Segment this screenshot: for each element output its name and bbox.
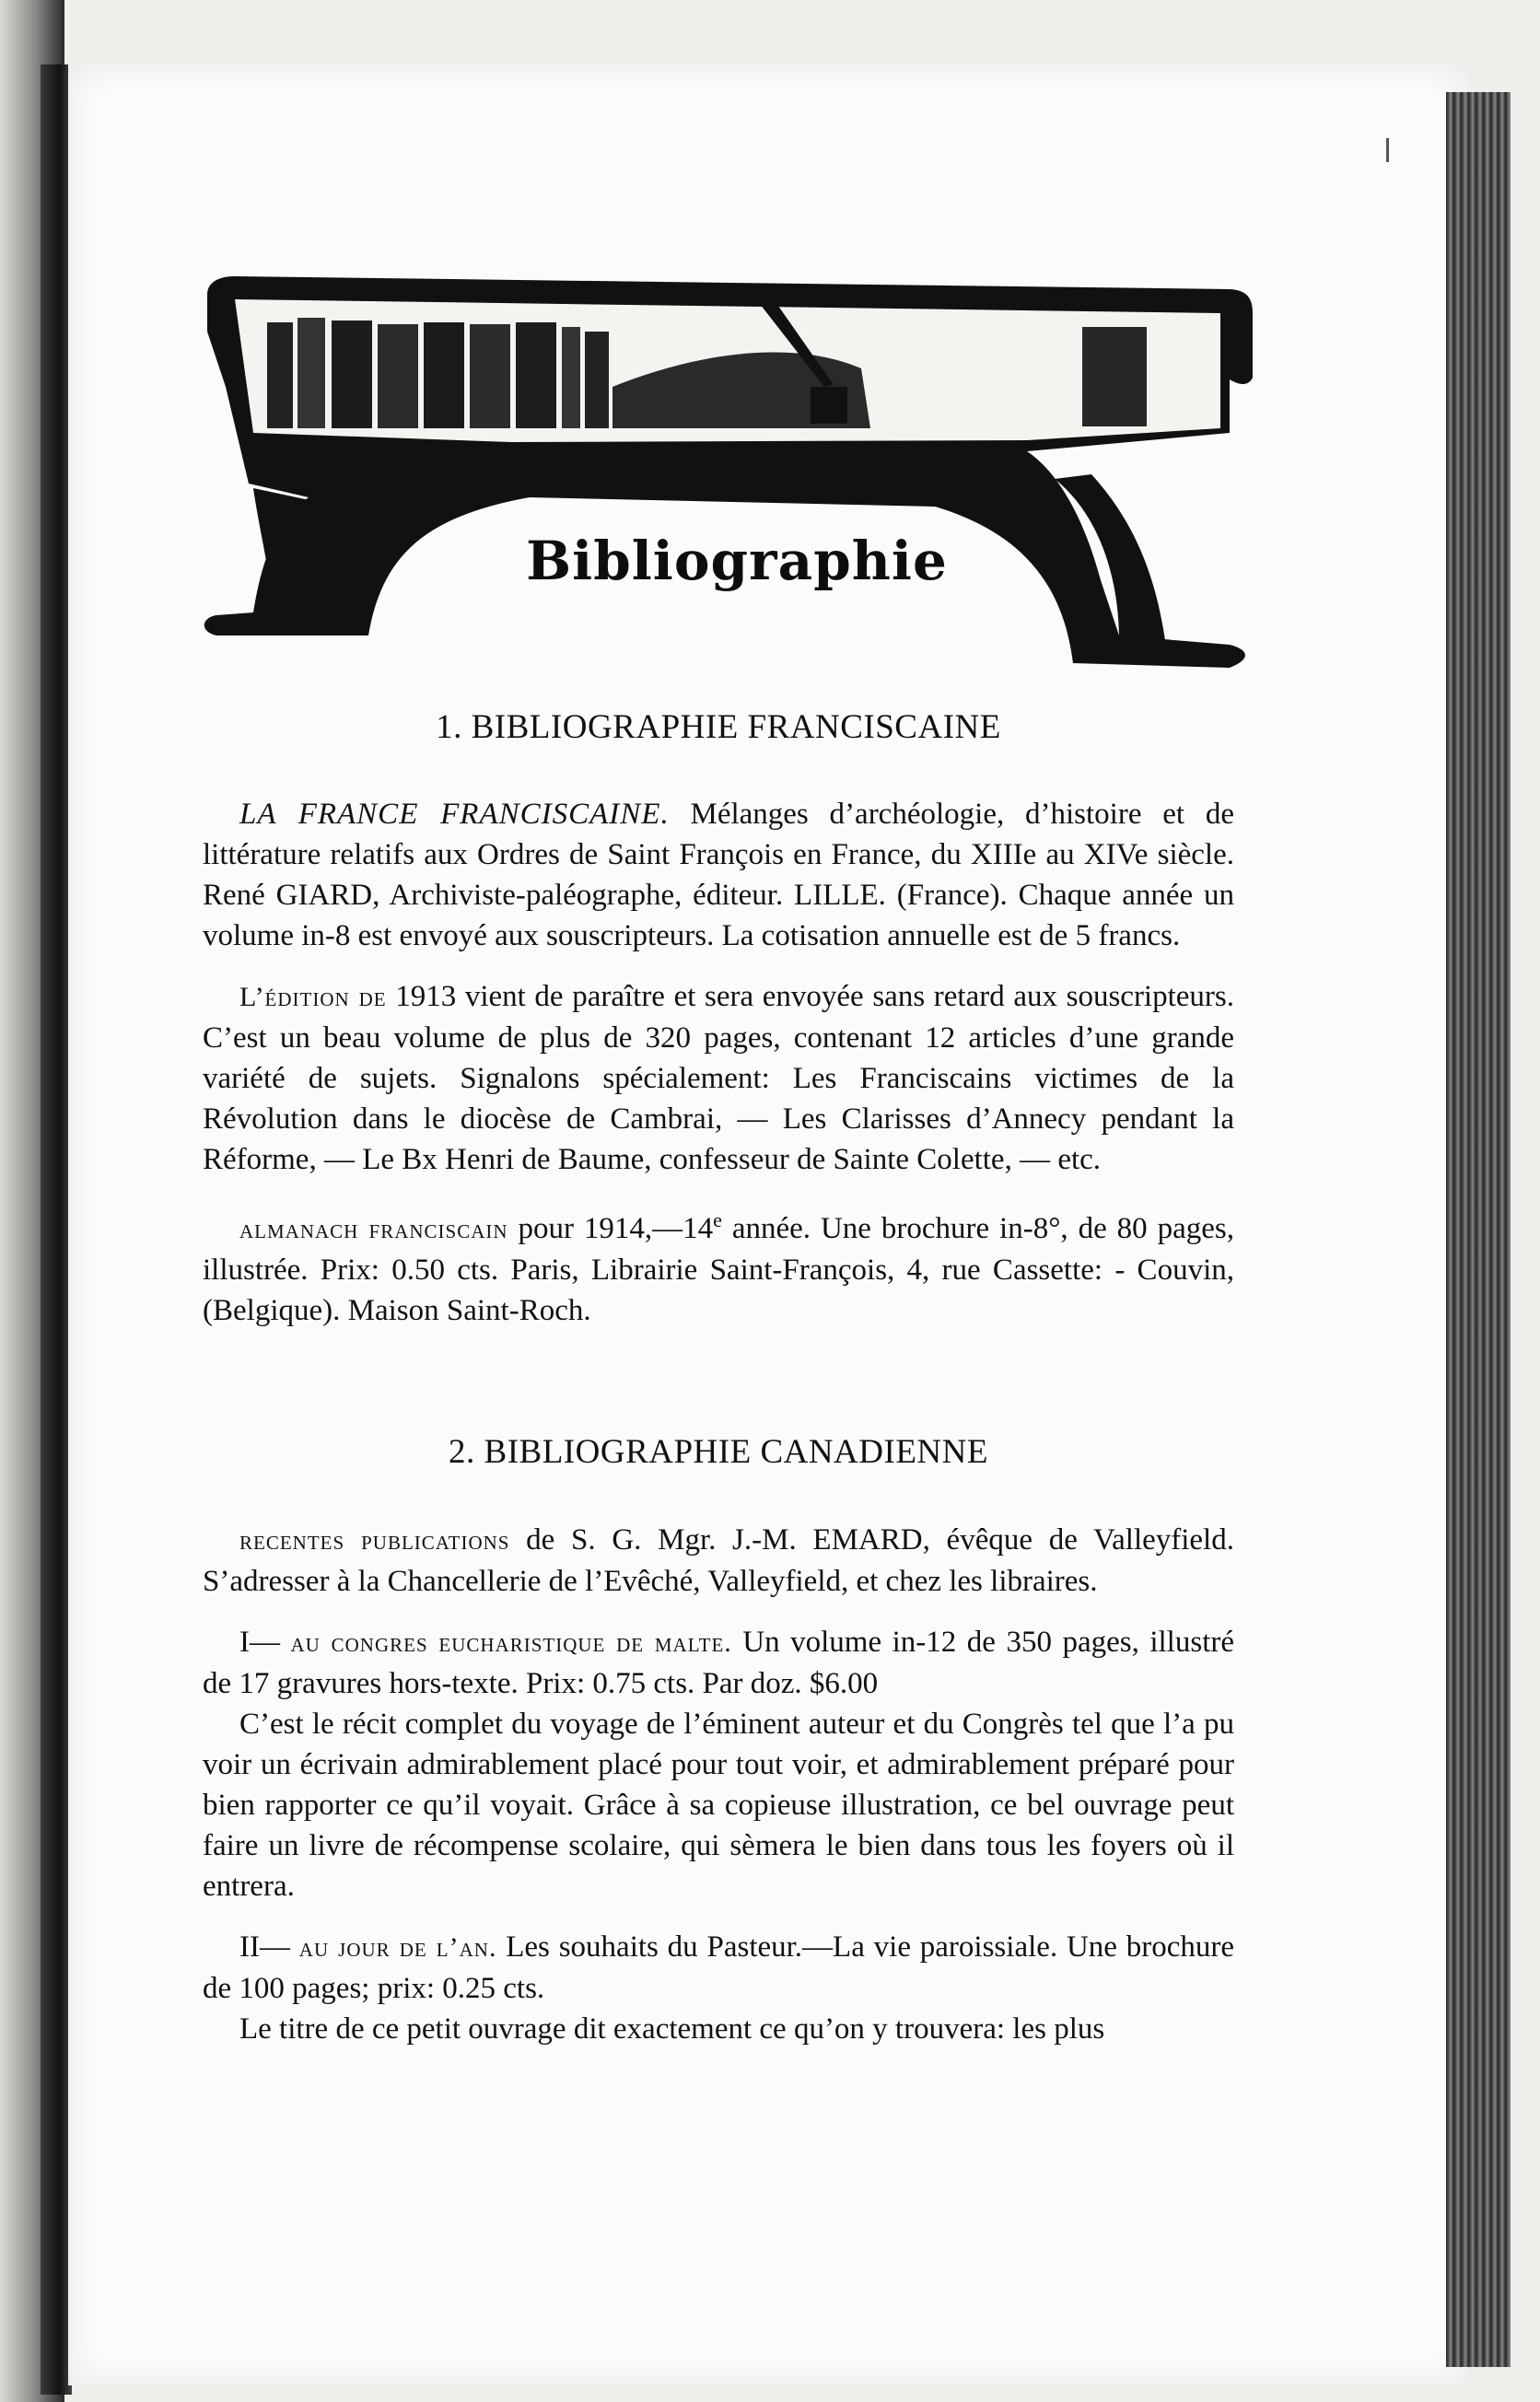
paragraph	[203, 1622, 1234, 1704]
book-spine	[267, 322, 293, 428]
inkwell-icon	[811, 387, 847, 424]
book-spine	[470, 324, 510, 428]
header-ornament	[198, 276, 1276, 672]
hourglass-icon	[1082, 327, 1147, 426]
paragraph-text: C’est le récit complet du voyage de l’éminent auteur et du Congrès tel que l’a pu voir un écrivain admirablement placé pour tout voir, et admirablement préparé pour bien rapporter ce qu’il voyait. Grâce à sa copieuse illustration, ce bel ouvrage peut faire un livre de récompense scolaire, qui sèmera le bien dans tous les foyers où il entrera.	[203, 1708, 1234, 1903]
paragraph-text: Le titre de ce petit ouvrage dit exactement ce qu’on y trouvera: les plus	[239, 2012, 1105, 2046]
paragraph-lead: recentes publications	[239, 1525, 510, 1556]
bookshelf-ornament-graphic	[198, 276, 1276, 672]
section-canadienne-body	[203, 1520, 1234, 2049]
publication-title: LA FRANCE FRANCISCAINE.	[239, 798, 670, 831]
book-spine	[298, 318, 325, 428]
paragraph-lead: au jour de l’an.	[298, 1932, 497, 1963]
paragraph	[203, 1520, 1234, 1602]
book-spine-shadow	[41, 64, 72, 2395]
book-spine	[332, 321, 372, 428]
book-spine	[378, 324, 418, 428]
paragraph-text: Un volume in-12 de 350 pages, illustré de 17 gravures hors-texte. Prix: 0.75 cts. Par doz. $6.00	[203, 1626, 1234, 1700]
paragraph-lead: L’édition de	[239, 982, 387, 1012]
paragraph	[203, 1200, 1234, 1331]
paragraph-text: 1913 vient de paraître et sera envoyée sans retard aux souscripteurs. C’est un beau volume de plus de 320 pages, contenant 12 articles d’une grande variété de sujets. Signalons spécialement: Les Franciscains victimes de la Révolution dans le diocèse de Cambrai, — Les Clarisses d’Annecy pendant la Réforme, — Le Bx Henri de Baume, confesseur de Sainte Colette, — etc.	[203, 980, 1234, 1176]
book-spine	[585, 332, 609, 428]
book-spine	[516, 322, 556, 428]
paragraph	[203, 1927, 1234, 2009]
corner-mark	[1386, 138, 1389, 162]
paragraph-text: Mélanges d’archéologie, d’histoire et de littérature relatifs aux Ordres de Saint François en France, du XIIIe au XIVe siècle. René GIARD, Archiviste-paléographe, éditeur. LILLE. (France). Chaque année un volume in-8 est envoyé aux souscripteurs. La cotisation annuelle est de 5 francs.	[203, 798, 1234, 952]
paragraph-text: année. Une brochure in-8°, de 80 pages, illustrée. Prix: 0.50 cts. Paris, Librairie Saint-François, 4, rue Cassette: - Couvin, (Belgique). Maison Saint-Roch.	[203, 1212, 1234, 1327]
paragraph	[203, 976, 1234, 1180]
ornament-title: Bibliographie	[526, 530, 948, 592]
paragraph-text: de S. G. Mgr. J.-M. EMARD, évêque de Valleyfield. S’adresser à la Chancellerie de l’Evêché, Valleyfield, et chez les libraires.	[203, 1523, 1234, 1598]
paragraph	[203, 794, 1234, 956]
book-spine	[424, 322, 464, 428]
paragraph	[203, 1704, 1234, 1906]
item-number: II—	[239, 1930, 290, 1964]
section-title: 2. BIBLIOGRAPHIE CANADIENNE	[449, 1433, 988, 1471]
section-title: 1. BIBLIOGRAPHIE FRANCISCAINE	[436, 708, 1001, 746]
paragraph-lead: almanach franciscain	[239, 1214, 508, 1244]
page-stack-edges	[1446, 92, 1511, 2367]
item-number: I—	[239, 1626, 280, 1659]
paragraph	[203, 2009, 1234, 2049]
paragraph-text: pour 1914,—14	[508, 1212, 714, 1245]
book-spine	[562, 327, 580, 428]
superscript: e	[713, 1208, 722, 1231]
paragraph-text: Les souhaits du Pasteur.—La vie paroissiale. Une brochure de 100 pages; prix: 0.25 cts.	[203, 1930, 1235, 2005]
paragraph-lead: au congres eucharistique de malte.	[290, 1627, 732, 1658]
section-franciscaine-body	[203, 794, 1234, 1331]
